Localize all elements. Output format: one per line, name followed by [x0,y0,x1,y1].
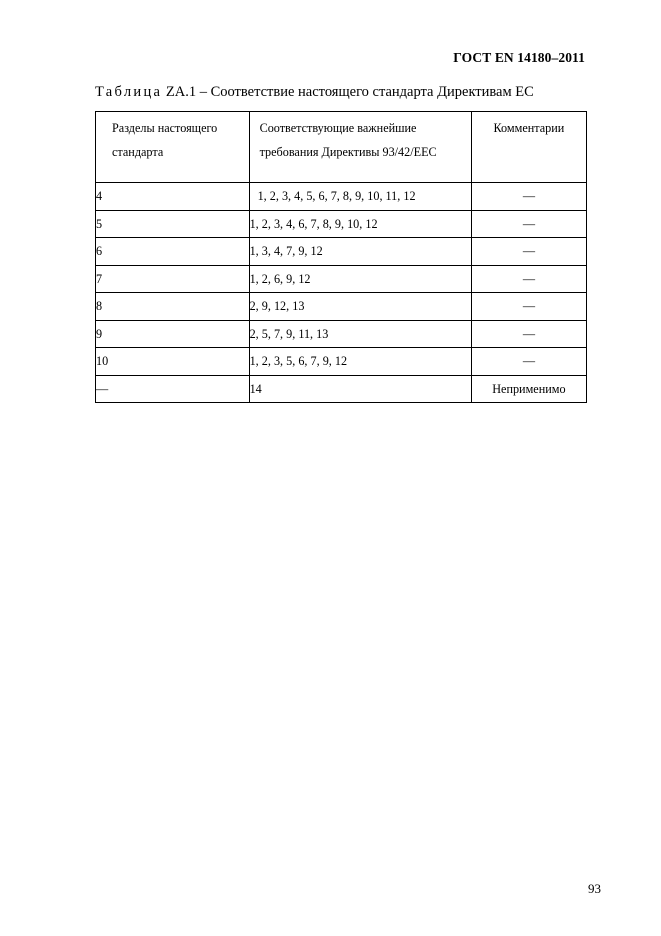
cell-comment: — [471,265,586,293]
correspondence-table [95,111,587,403]
header-requirements: Соответствующие важнейшие требования Директивы 93/42/EEC [249,112,471,183]
cell-comment: — [471,183,586,211]
cell-section: 7 [96,265,250,293]
cell-section: 6 [96,238,250,266]
table-row [96,320,587,348]
table-caption-text: ZA.1 – Соответствие настоящего стандарта Директивам ЕС [165,84,534,100]
cell-requirements: 1, 2, 3, 4, 5, 6, 7, 8, 9, 10, 11, 12 [249,183,471,211]
cell-requirements: 2, 9, 12, 13 [249,293,471,321]
table-header-row [96,112,587,183]
cell-section: 5 [96,210,250,238]
page-number: 93 [588,881,601,896]
table-row [96,210,587,238]
table-row [96,238,587,266]
cell-section: 4 [96,183,250,211]
cell-requirements: 2, 5, 7, 9, 11, 13 [249,320,471,348]
header-comments: Комментарии [471,112,586,183]
table-row [96,293,587,321]
cell-comment: — [471,320,586,348]
cell-requirements: 1, 2, 3, 4, 6, 7, 8, 9, 10, 12 [249,210,471,238]
cell-comment: — [471,348,586,376]
cell-requirements: 1, 2, 6, 9, 12 [249,265,471,293]
cell-requirements: 14 [249,375,471,403]
table-row [96,375,587,403]
header-sections: Разделы настоящего стандарта [96,112,250,183]
cell-section: 9 [96,320,250,348]
cell-comment: — [471,293,586,321]
table-caption [95,84,595,101]
cell-section: 10 [96,348,250,376]
cell-comment: Неприменимо [471,375,586,403]
table-row [96,348,587,376]
table-row [96,265,587,293]
cell-comment: — [471,210,586,238]
table-caption-label: Таблица [95,84,163,100]
cell-section: 8 [96,293,250,321]
table-row [96,183,587,211]
cell-requirements: 1, 2, 3, 5, 6, 7, 9, 12 [249,348,471,376]
cell-requirements: 1, 3, 4, 7, 9, 12 [249,238,471,266]
cell-comment: — [471,238,586,266]
cell-section: — [96,375,250,403]
document-code: ГОСТ EN 14180–2011 [453,50,585,65]
